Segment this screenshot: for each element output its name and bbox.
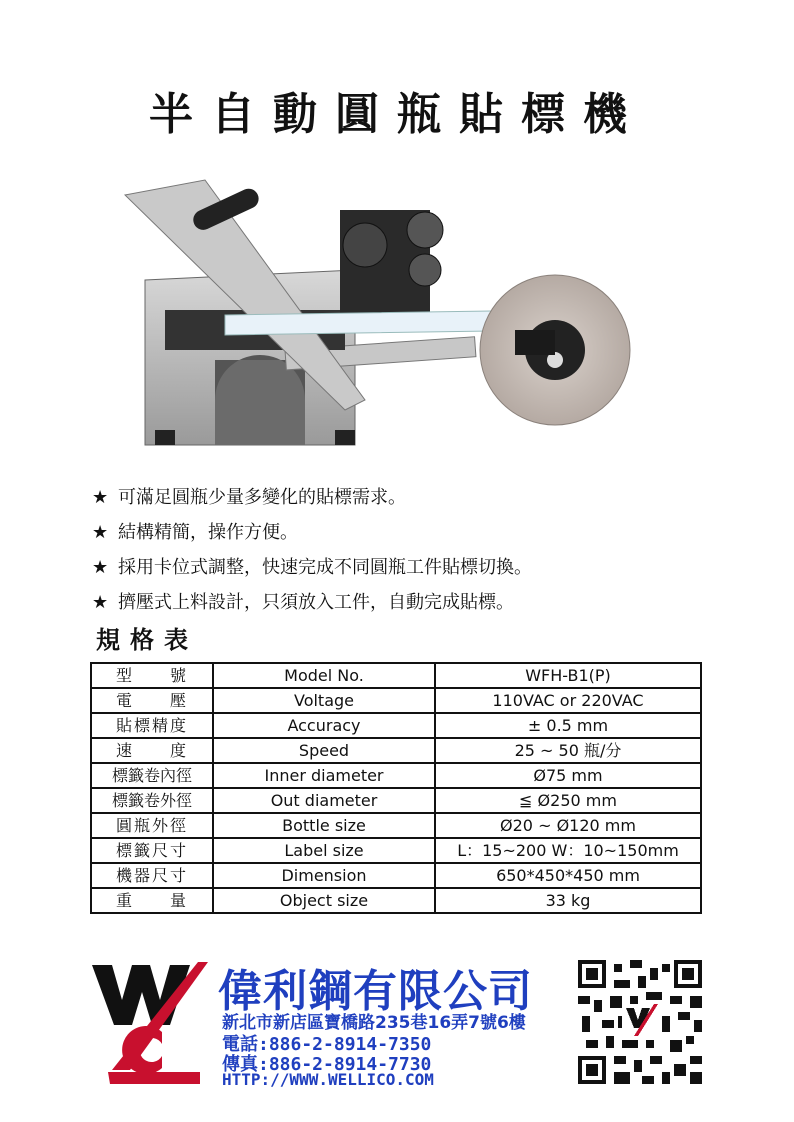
- spec-value: Ø20 ~ Ø120 mm: [435, 813, 701, 838]
- page-title: 半自動圓瓶貼標機: [149, 89, 645, 140]
- spec-table: [90, 662, 702, 914]
- table-row: [91, 888, 701, 913]
- feature-item: ★ 可滿足圓瓶少量多變化的貼標需求。: [92, 480, 772, 515]
- spec-label-zh: 圓瓶外徑: [91, 813, 213, 838]
- spec-label-zh: 速 度: [91, 738, 213, 763]
- table-row: [91, 663, 701, 688]
- spec-value: 650*450*450 mm: [435, 863, 701, 888]
- star-icon: ★: [92, 591, 109, 613]
- spec-value: ± 0.5 mm: [435, 713, 701, 738]
- spec-value: ≦ Ø250 mm: [435, 788, 701, 813]
- company-fax: 傳真:886-2-8914-7730: [222, 1054, 432, 1075]
- spec-label-en: Speed: [213, 738, 435, 763]
- table-row: [91, 838, 701, 863]
- spec-label-en: Inner diameter: [213, 763, 435, 788]
- table-row: [91, 813, 701, 838]
- spec-label-en: Out diameter: [213, 788, 435, 813]
- spec-label-en: Label size: [213, 838, 435, 863]
- company-address: 新北市新店區寶橋路235巷16弄7號6樓: [222, 1013, 526, 1033]
- company-logo: [90, 960, 210, 1085]
- company-name: 偉利鋼有限公司: [218, 966, 533, 1017]
- spec-label-en: Dimension: [213, 863, 435, 888]
- spec-label-en: Bottle size: [213, 813, 435, 838]
- feature-list: [92, 480, 772, 620]
- spec-label-zh: 重 量: [91, 888, 213, 913]
- spec-label-en: Model No.: [213, 663, 435, 688]
- table-row: [91, 713, 701, 738]
- spec-value: WFH-B1(P): [435, 663, 701, 688]
- spec-heading: 規格表: [96, 626, 198, 654]
- table-row: [91, 738, 701, 763]
- spec-label-zh: 貼標精度: [91, 713, 213, 738]
- spec-value: L：15~200 W：10~150mm: [435, 838, 701, 863]
- spec-label-en: Voltage: [213, 688, 435, 713]
- spec-value: 25 ~ 50 瓶/分: [435, 738, 701, 763]
- spec-label-en: Object size: [213, 888, 435, 913]
- feature-item: ★ 採用卡位式調整，快速完成不同圓瓶工件貼標切換。: [92, 550, 772, 585]
- feature-item: ★ 擠壓式上料設計，只須放入工件，自動完成貼標。: [92, 585, 772, 620]
- spec-label-en: Accuracy: [213, 713, 435, 738]
- star-icon: ★: [92, 521, 109, 543]
- table-row: [91, 863, 701, 888]
- table-row: [91, 788, 701, 813]
- spec-label-zh: 機器尺寸: [91, 863, 213, 888]
- company-url[interactable]: HTTP://WWW.WELLICO.COM: [222, 1070, 434, 1089]
- spec-value: 33 kg: [435, 888, 701, 913]
- spec-value: 110VAC or 220VAC: [435, 688, 701, 713]
- spec-label-zh: 標籤卷內徑: [91, 763, 213, 788]
- table-row: [91, 763, 701, 788]
- spec-label-zh: 型 號: [91, 663, 213, 688]
- feature-item: ★ 結構精簡，操作方便。: [92, 515, 772, 550]
- spec-label-zh: 電 壓: [91, 688, 213, 713]
- table-row: [91, 688, 701, 713]
- machine-photo: [105, 170, 685, 460]
- qr-code-icon: [578, 960, 702, 1084]
- company-phone: 電話:886-2-8914-7350: [222, 1034, 432, 1055]
- spec-label-zh: 標籤卷外徑: [91, 788, 213, 813]
- star-icon: ★: [92, 556, 109, 578]
- star-icon: ★: [92, 486, 109, 508]
- spec-value: Ø75 mm: [435, 763, 701, 788]
- spec-label-zh: 標籤尺寸: [91, 838, 213, 863]
